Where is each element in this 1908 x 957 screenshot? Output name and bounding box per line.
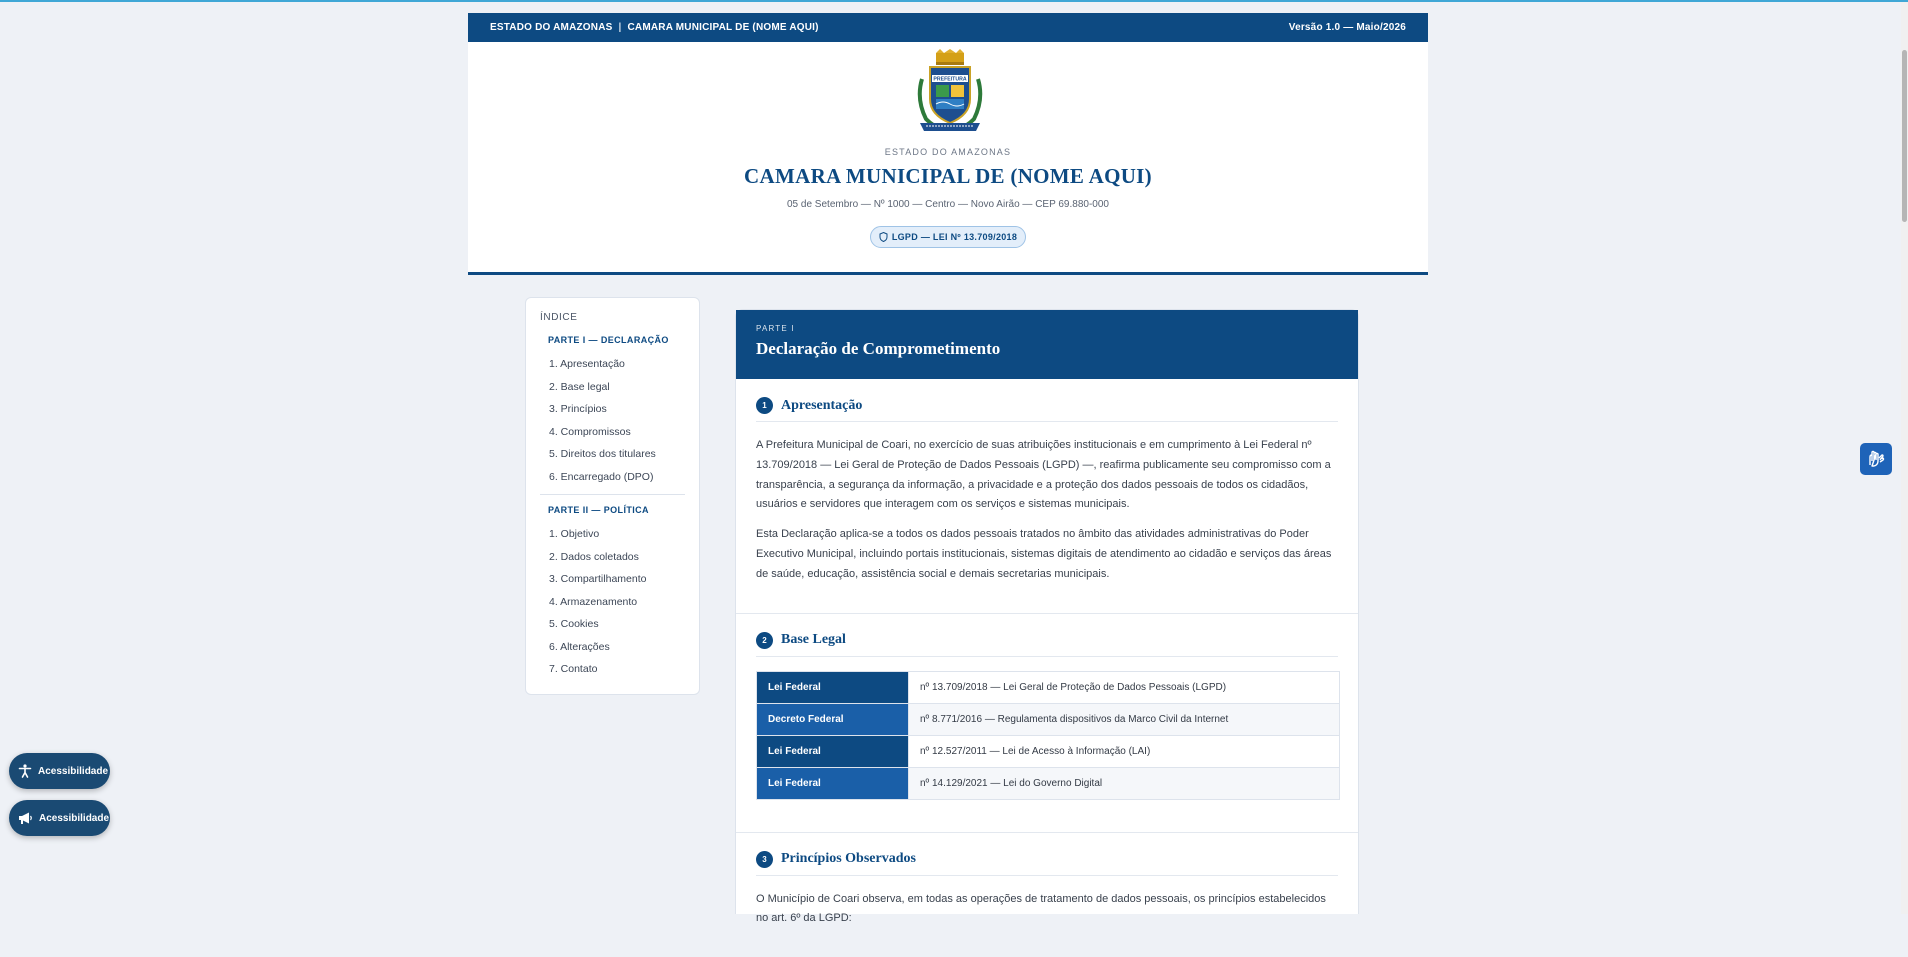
section-header: [756, 851, 1338, 876]
megaphone-icon: [18, 811, 33, 825]
index-item-cookies[interactable]: 5. Cookies: [549, 618, 599, 630]
section-paragraph: Esta Declaração aplica-se a todos os dados pessoais tratados no âmbito das atividades administrativas do Poder Executivo Municipal, incluindo portais institucionais, sistemas digitais de atendimento ao cidadão e serviços das áreas de saúde, educação, assistência social e demais secretarias municipais.: [756, 528, 1332, 580]
top-bar-version: Versão 1.0 — Maio/2026: [1288, 22, 1406, 33]
section-number: 1: [756, 397, 773, 414]
top-bar-state: ESTADO DO AMAZONAS: [490, 22, 613, 33]
top-bar-separator: |: [618, 22, 622, 33]
section-title: Princípios Observados: [781, 851, 916, 867]
top-accent-line: [0, 0, 1908, 2]
header-address: 05 de Setembro — Nº 1000 — Centro — Novo Airão — CEP 69.880-000: [787, 199, 1109, 210]
section-paragraph: O Município de Coari observa, em todas as operações de tratamento de dados pessoais, os princípios estabelecidos no art. 6º da LGPD:: [756, 892, 1326, 925]
part-title: Declaração de Comprometimento: [756, 339, 1001, 358]
table-cell-type: Decreto Federal: [757, 703, 909, 735]
index-item-compartilhamento[interactable]: 3. Compartilhamento: [549, 573, 647, 585]
index-item-base-legal[interactable]: 2. Base legal: [549, 380, 610, 393]
index-title: ÍNDICE: [540, 312, 578, 323]
index-item-contato[interactable]: 7. Contato: [549, 663, 598, 675]
table-cell-type: Lei Federal: [757, 671, 909, 703]
index-item-apresentacao[interactable]: 1. Apresentação: [549, 358, 625, 370]
index-item-compromissos[interactable]: 4. Compromissos: [549, 425, 631, 438]
section-base-legal: [736, 614, 1358, 833]
top-bar-chamber: CAMARA MUNICIPAL DE (NOME AQUI): [627, 22, 819, 33]
table-cell-type: Lei Federal: [757, 767, 909, 799]
section-header: [756, 397, 1338, 422]
crest-text: PREFEITURA: [933, 76, 967, 83]
index-item-alteracoes[interactable]: 6. Alterações: [549, 640, 610, 653]
hands-icon: [1866, 449, 1886, 469]
section-header: [756, 632, 1338, 657]
section-paragraph: A Prefeitura Municipal de Coari, no exercício de suas atribuições institucionais e em cumprimento à Lei Federal nº 13.709/2018 — Lei Geral de Proteção de Dados Pessoais (LGPD) —, reafirma publicamente seu compromisso com a transparência, a segurança da informação, a privacidade e a proteção dos dados pessoais de todos os cidadãos, usuários e servidores que interagem com os serviços e sistemas municipais.: [756, 439, 1331, 511]
section-principios: [736, 833, 1358, 957]
index-part1-label: PARTE I — DECLARAÇÃO: [548, 335, 669, 345]
part-label: PARTE I: [756, 324, 795, 333]
lgpd-badge: [870, 226, 1026, 248]
table-row: [757, 671, 1340, 703]
accessibility-audio-button[interactable]: [9, 800, 110, 836]
sign-language-icon[interactable]: [1860, 443, 1892, 475]
shield-icon: [879, 232, 888, 242]
page-header: [468, 13, 1428, 275]
index-divider: [540, 494, 685, 495]
legal-basis-table: [756, 671, 1340, 800]
person-icon: [18, 764, 32, 778]
main-content: [735, 309, 1359, 925]
index-part2-label: PARTE II — POLÍTICA: [548, 505, 649, 515]
top-bar-left: [490, 22, 819, 33]
scrollbar-thumb[interactable]: [1902, 50, 1907, 222]
section-title: Base Legal: [781, 632, 846, 648]
table-cell-desc: nº 8.771/2016 — Regulamenta dispositivos da Marco Civil da Internet: [909, 703, 1340, 735]
index-item-dados-coletados[interactable]: 2. Dados coletados: [549, 550, 639, 563]
index-item-direitos[interactable]: 5. Direitos dos titulares: [549, 448, 656, 460]
lgpd-badge-label: LGPD — LEI Nº 13.709/2018: [891, 232, 1018, 242]
index-sidebar: [525, 297, 700, 695]
index-item-principios[interactable]: 3. Princípios: [549, 403, 607, 415]
table-cell-desc: nº 14.129/2021 — Lei do Governo Digital: [909, 767, 1340, 799]
section-title: Apresentação: [781, 397, 863, 413]
section-number: 2: [756, 632, 773, 649]
index-item-armazenamento[interactable]: 4. Armazenamento: [549, 595, 638, 608]
part-header: [736, 310, 1358, 379]
accessibility-button-label: Acessibilidade: [38, 765, 109, 777]
index-item-objetivo[interactable]: 1. Objetivo: [549, 528, 600, 540]
table-cell-type: Lei Federal: [757, 735, 909, 767]
table-row: [757, 767, 1340, 799]
header-state: ESTADO DO AMAZONAS: [884, 147, 1012, 157]
accessibility-button[interactable]: [9, 753, 110, 789]
accessibility-button-label: Acessibilidade: [39, 812, 110, 824]
index-item-encarregado[interactable]: 6. Encarregado (DPO): [549, 470, 654, 483]
section-apresentacao: [736, 379, 1358, 614]
municipal-crest-logo: [912, 49, 988, 135]
table-cell-desc: nº 13.709/2018 — Lei Geral de Proteção de Dados Pessoais (LGPD): [909, 671, 1340, 703]
top-bar: [468, 13, 1428, 42]
section-number: 3: [756, 851, 773, 868]
page-title: CAMARA MUNICIPAL DE (NOME AQUI): [744, 164, 1152, 188]
table-row: [757, 703, 1340, 735]
table-cell-desc: nº 12.527/2011 — Lei de Acesso à Informação (LAI): [909, 735, 1340, 767]
table-row: [757, 735, 1340, 767]
